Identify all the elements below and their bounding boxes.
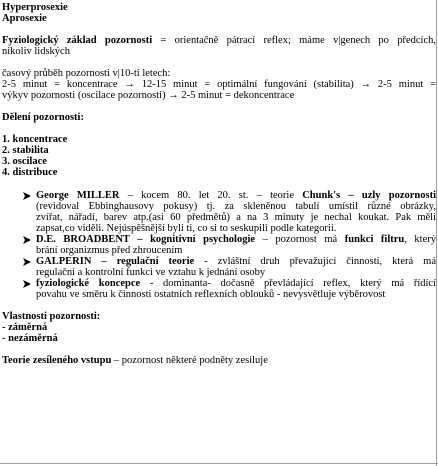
list-item-broadbent [22, 234, 436, 256]
deleni-item-2: 2. stabilita [2, 145, 49, 156]
galperin-line-1: GALPERIN – regulační teorie - zvláštní druh převažující činnosti, která má [36, 256, 436, 267]
theories-list [22, 190, 436, 300]
list-item-galperin [22, 256, 436, 278]
prubeh-line-3: výkyv pozornosti (oscilace pozornosti) → 2-5 minut = dekoncentrace [2, 90, 295, 101]
title-hyperprosexie: Hyperprosexie [2, 2, 68, 13]
deleni-item-4: 4. distribuce [2, 167, 58, 178]
arrow-bullet-icon [22, 235, 32, 245]
arrow-bullet-icon [22, 257, 32, 267]
arrow-bullet-icon [22, 279, 32, 289]
arrow-bullet-icon [22, 191, 32, 201]
galperin-line-2: regulační a kontrolní funkci ve vztahu k jednání osoby [36, 267, 266, 278]
miller-line-3: zvířat, nářadí, barev atp.(asi 60 předmětů) a na 3 minuty je nechal koukat. Pak měli [36, 212, 436, 223]
deleni-heading: Dělení pozornosti: [2, 112, 84, 123]
list-item-miller [22, 190, 436, 234]
fyz-line-1: Fyziologický základ pozornosti = orientačně pátrací reflex; máme v|genech po předcích, [2, 35, 436, 46]
page-edge-bottom [0, 463, 438, 464]
miller-line-2: (revidoval Ebbinghausovy pokusy) tj. za skleněnou tabulí umístil různé obrázky, [36, 201, 436, 212]
prubeh-line-1: časový průběh pozornosti v|10-ti letech: [2, 68, 171, 79]
vlastnosti-item-1: - záměrná [2, 322, 48, 333]
page-edge-right [436, 0, 437, 466]
vlastnosti-item-2: - nezáměrná [2, 333, 58, 344]
fyzkon-line-2: povahu ve směru k činnosti ostatních reflexních oblouků - nevysvětluje výběrovost [36, 289, 386, 300]
vlastnosti-heading: Vlastnosti pozornosti: [2, 311, 101, 322]
miller-line-1: George MILLER – kocem 80. let 20. st. – teorie Chunk's – uzly pozornosti [36, 190, 436, 201]
fyz-line-2: nikoliv lidských [2, 46, 70, 57]
title-aprosexie: Aprosexie [2, 13, 47, 24]
miller-line-4: zapsat,co viděli. Nejúspěšnější byli ti, co si to seskupili podle kategorií. [36, 223, 337, 234]
broadbent-line-2: brání organizmus před zhroucením [36, 245, 183, 256]
document-content [2, 2, 436, 366]
fyzkon-line-1: fyziologické koncepce - dominanta- dočasně převládající reflex, který má řídící [36, 278, 437, 289]
broadbent-line-1: D.E. BROADBENT – kognitivní psychologie – pozornost má funkci filtru, který [36, 234, 437, 245]
prubeh-line-2: 2-5 minut = koncentrace → 12-15 minut = optimální fungování (stabilita) → 2-5 minut = [2, 79, 436, 90]
list-item-fyziologicke-koncepce [22, 278, 436, 300]
teorie-line: Teorie zesíleného vstupu – pozornost některé podněty zesiluje [2, 355, 268, 366]
deleni-item-1: 1. koncentrace [2, 134, 68, 145]
deleni-item-3: 3. oscilace [2, 156, 47, 167]
